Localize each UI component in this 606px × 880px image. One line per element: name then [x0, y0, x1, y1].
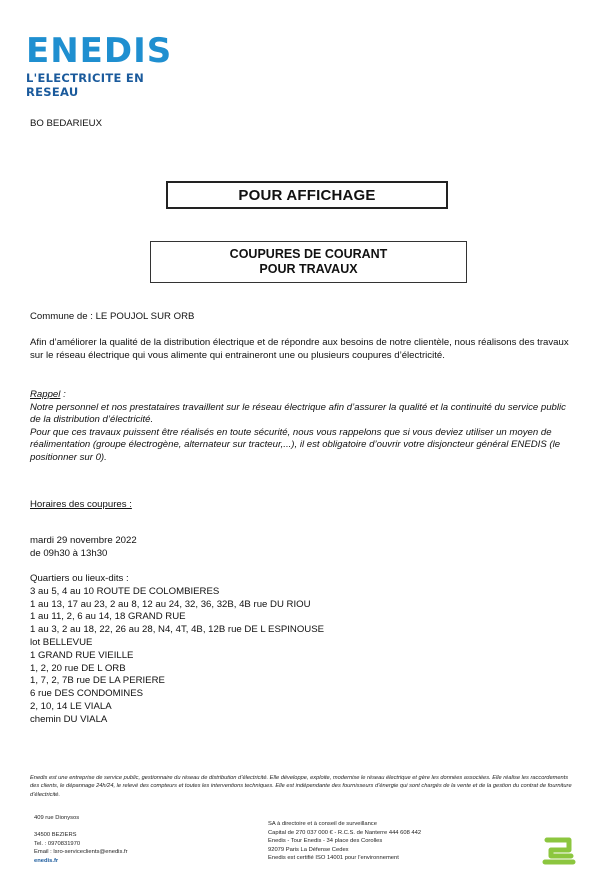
enedis-symbol-icon [542, 836, 576, 868]
rappel-title: Rappel [30, 389, 61, 400]
rappel-paragraph-1: Notre personnel et nos prestataires travaillent sur le réseau électrique afin d’assurer la qualité et la continuité du service public de la distribution d’électricité. [30, 401, 566, 425]
list-item: 3 au 5, 4 au 10 ROUTE DE COLOMBIERES [30, 585, 220, 597]
legal-line: 92079 Paris La Défense Cedex [268, 846, 349, 853]
quartiers-title: Quartiers ou lieux-dits : [30, 573, 129, 584]
horaires-colon: : [126, 499, 132, 510]
coupures-box [150, 241, 467, 283]
list-item: lot BELLEVUE [30, 636, 93, 648]
rappel-heading [30, 389, 575, 402]
footer-address-left [34, 814, 128, 866]
commune-line: Commune de : LE POUJOL SUR ORB [30, 311, 195, 322]
list-item: 1 au 11, 2, 6 au 14, 18 GRAND RUE [30, 611, 186, 623]
coupure-time: de 09h30 à 13h30 [30, 547, 108, 559]
legal-line: SA à directoire et à conseil de surveillance [268, 821, 377, 827]
coupures-title-line2: POUR TRAVAUX [259, 262, 358, 276]
intro-paragraph: Afin d’améliorer la qualité de la distribution électrique et de répondre aux besoins de notre clientèle, nous réalisons des travaux sur le réseau électrique qui vous alimente qui entraineront une ou plusieurs coupures d’électricité. [30, 337, 569, 361]
list-item: 1 GRAND RUE VIEILLE [30, 649, 134, 661]
agency-name: BO BEDARIEUX [30, 118, 102, 129]
list-item: 1, 7, 2, 7B rue DE LA PERIERE [30, 675, 165, 687]
address-street: 409 rue Dionysos [34, 815, 80, 821]
list-item: 2, 10, 14 LE VIALA [30, 700, 112, 712]
enedis-logo [26, 31, 176, 99]
legal-line: Capital de 270 037 000 € - R.C.S. de Nanterre 444 608 442 [268, 829, 422, 836]
legal-line: Enedis est certifié ISO 14001 pour l’environnement [268, 855, 399, 862]
rappel-section [30, 389, 575, 464]
affichage-title: POUR AFFICHAGE [238, 186, 376, 204]
footer-legal: Enedis est une entreprise de service public, gestionnaire du réseau de distribution d’électricité. Elle développe, exploite, modernise le réseau électrique et gère les données associées. Elle réalise les raccordements des clients, le dépannage 24h/24, le relevé des compteurs et toutes les interventions techniques. Elle est indépendante des fournisseurs d’énergie qui sont chargés de la vente et de la gestion du contrat de fourniture d’électricité. [30, 775, 572, 798]
rappel-colon: : [60, 389, 66, 400]
website-link[interactable]: enedis.fr [34, 857, 59, 864]
logo-wordmark: ENEDIS [26, 31, 173, 71]
affichage-box [166, 181, 448, 209]
list-item: 1 au 13, 17 au 23, 2 au 8, 12 au 24, 32, 36, 32B, 4B rue DU RIOU [30, 598, 311, 610]
logo-tagline: L'ELECTRICITE EN RESEAU [26, 71, 145, 99]
address-spacer [34, 823, 128, 832]
address-city: 34500 BEZIERS [34, 832, 77, 839]
quartiers-list [30, 573, 324, 727]
coupures-title-line1: COUPURES DE COURANT [229, 247, 388, 261]
rappel-paragraph-2: Pour que ces travaux puissent être réalisés en toute sécurité, nous vous rappelons que si vous deviez utiliser un moyen de réalimentation (groupe électrogène, alternateur sur tracteur,...), il est obligatoire d’ouvrir votre disjoncteur général ENEDIS (le positionner sur 0). [30, 426, 561, 463]
address-email[interactable]: Email : lsro-serviceclients@enedis.fr [34, 849, 128, 856]
list-item: 6 rue DES CONDOMINES [30, 688, 144, 700]
legal-line: Enedis - Tour Enedis - 34 place des Corolles [268, 838, 383, 845]
list-item: 1, 2, 20 rue DE L ORB [30, 662, 126, 674]
horaires-title: Horaires des coupures [30, 499, 127, 510]
coupure-schedule [30, 535, 137, 560]
horaires-heading [30, 499, 132, 512]
footer-address-right [268, 820, 421, 863]
address-phone: Tel. : 0970831970 [34, 840, 81, 847]
list-item: 1 au 3, 2 au 18, 22, 26 au 28, N4, 4T, 4B, 12B rue DE L ESPINOUSE [30, 624, 325, 636]
list-item: chemin DU VIALA [30, 713, 108, 725]
coupure-date: mardi 29 novembre 2022 [30, 535, 137, 546]
